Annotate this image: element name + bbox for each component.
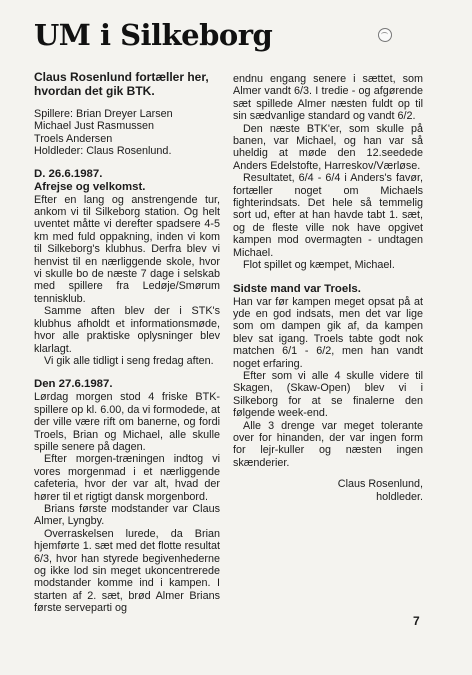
section-date: Den 27.6.1987.: [34, 378, 113, 391]
paragraph: endnu engang senere i sættet, som Almer vandt 6/3. I tredie - og afgørende sæt spillede Almer næsten fuldt op til sin sædvanlige standard og vandt 6/2.: [233, 73, 423, 123]
paragraph: Han var før kampen meget opsat på at yde en god indsats, men det var lige som om dampen gik af, da kampen blev sat igang. Troels tabte godt nok matchen 6/1 - 6/2, men han vandt noget erfaring.: [233, 295, 423, 370]
paragraph: Samme aften blev der i STK's klubhus afholdt et informationsmøde, hvor alle praktiske oplysninger blev klarlagt.: [34, 305, 220, 355]
left-column: [34, 70, 220, 615]
player-line: Troels Andersen: [34, 132, 113, 145]
team-leader-line: Holdleder: Claus Rosenlund.: [34, 145, 172, 158]
section-heading: Sidste mand var Troels.: [233, 282, 361, 295]
paragraph: Resultatet, 6/4 - 6/4 i Anders's favør, fortæller noget om Michaels fighterindsats. Det hele så temmelig sort ud, efter at han havde tabt 1. sæt, og de fleste ville nok have opgivet kampen mod overmagten - undtagen Michael.: [233, 172, 423, 259]
right-column: [233, 73, 423, 503]
paragraph: Efter som vi alle 4 skulle videre til Skagen, (Skaw-Open) blev vi i Silkeborg for at se finalerne den følgende week-end.: [233, 369, 423, 420]
article-lead: Claus Rosenlund fortæller her, hvordan det gik BTK.: [34, 70, 209, 98]
page-title: UM i Silkeborg: [34, 18, 273, 52]
paragraph: Vi gik alle tidligt i seng fredag aften.: [44, 354, 214, 367]
paragraph: Overraskelsen lurede, da Brian hjemførte 1. sæt med det flotte resultat 6/3, hvor han styrede begivenhederne og ikke lod sin meget ukoncentrerede modstander komme ind i kampen. I starten af 2. sæt, brød Almer Brians første serveparti og: [34, 527, 220, 615]
player-line: Spillere: Brian Dreyer Larsen: [34, 108, 173, 120]
paragraph: Den næste BTK'er, som skulle på banen, var Michael, og han var så uheldig at møde den 12.seedede Anders Edelstofte, Harreskov/Værløse.: [233, 122, 423, 172]
signature-role: holdleder.: [376, 490, 423, 503]
section-date: D. 26.6.1987.: [34, 167, 103, 180]
tennis-ball-icon: [378, 28, 392, 42]
paragraph: Alle 3 drenge var meget tolerante over for hinanden, der var ingen form for lejr-kuller og næsten ingen skænderier.: [233, 419, 423, 469]
paragraph: Flot spillet og kæmpet, Michael.: [243, 259, 395, 272]
signature-name: Claus Rosenlund,: [337, 478, 423, 491]
section-heading: Afrejse og velkomst.: [34, 180, 146, 193]
paragraph: Efter en lang og anstrengende tur, ankom vi til Silkeborg station. Og helt uventet måtte vi derefter spadsere 4-5 km med fuld oppakning, inden vi kom til Silkeborg's klubhus. Derfra blev vi henvist til en nærliggende skole, hvor vi skulle bo de næste 7 dage i selskab med spillere fra Ledøje/Smørum tennisklub.: [34, 193, 220, 305]
page-number: 7: [413, 614, 420, 628]
paragraph: Lørdag morgen stod 4 friske BTK-spillere op kl. 6.00, da vi formodede, at der ville være rift om banerne, og fordi Troels, Brian og Michael, alle skulle spille senere på dagen.: [34, 391, 220, 453]
player-line: Michael Just Rasmussen: [34, 120, 155, 133]
paragraph: Brians første modstander var Claus Almer, Lyngby.: [34, 502, 220, 528]
paragraph: Efter morgen-træningen indtog vi vores morgenmad i et nærliggende cafeteria, hvor der var alt, hvad der hører til et rigtigt dansk morgenbord.: [34, 453, 220, 503]
players-list: [34, 108, 220, 158]
